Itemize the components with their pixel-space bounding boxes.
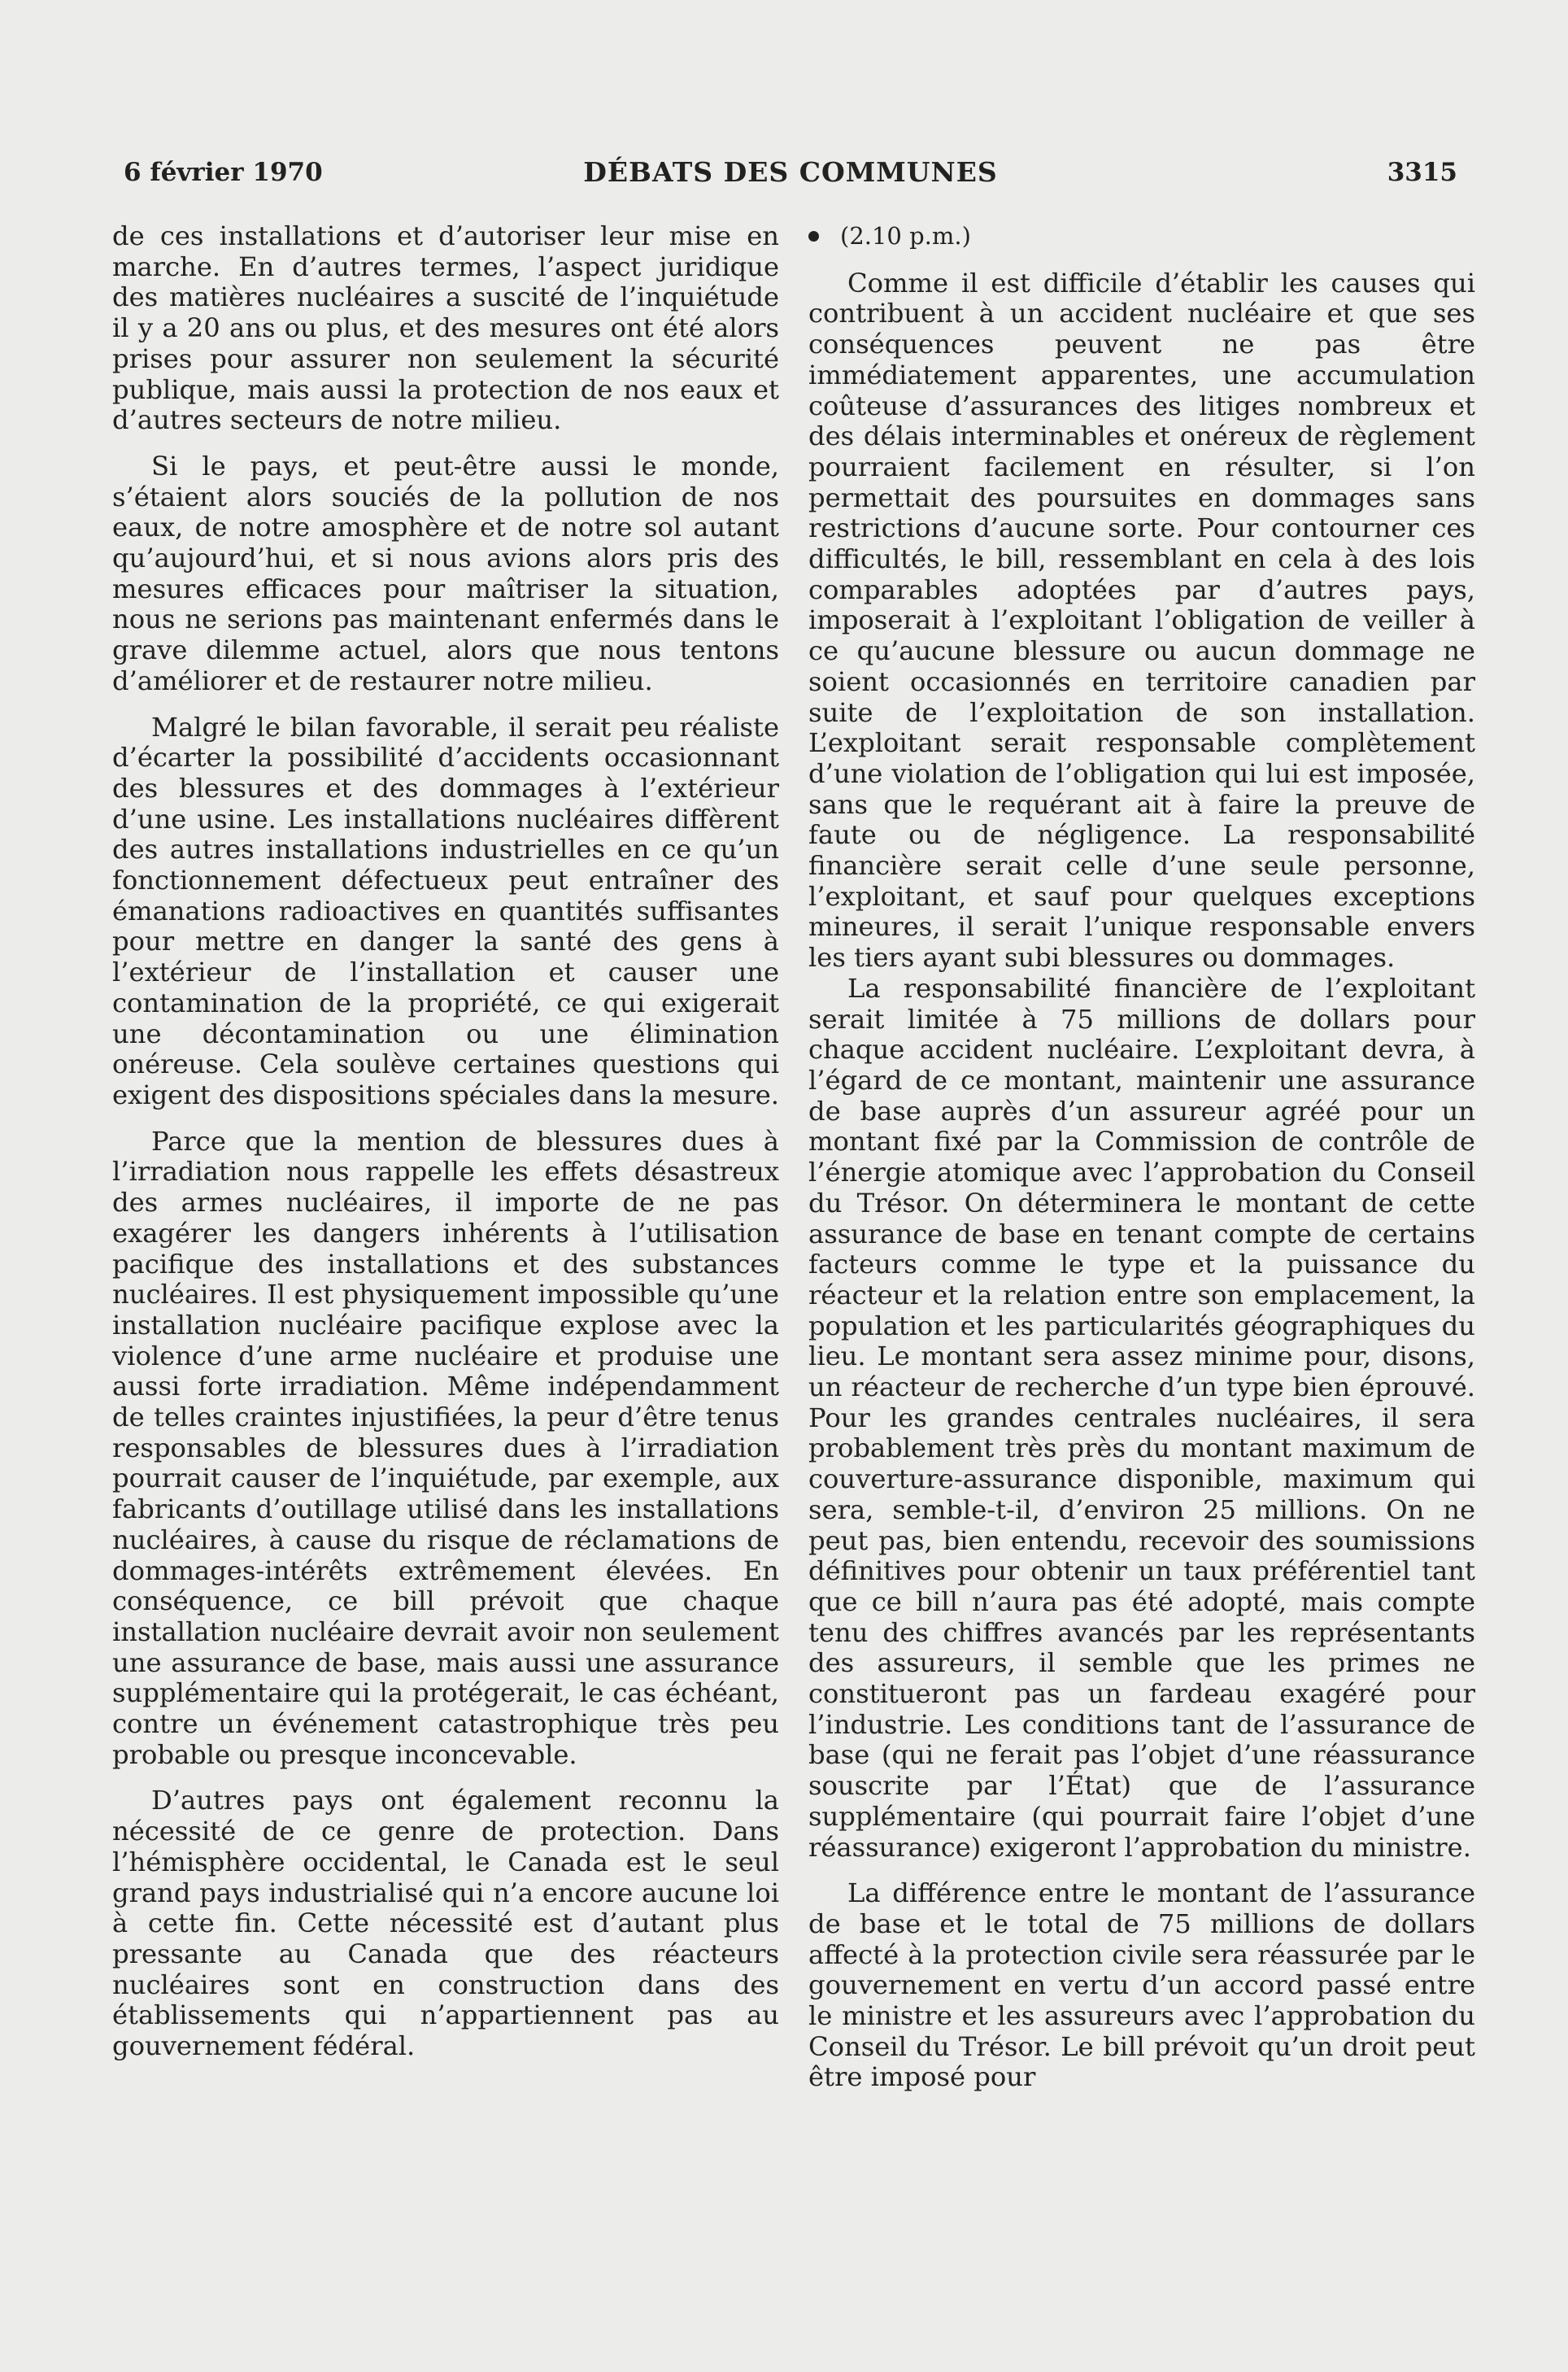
paragraph: La responsabilité financière de l’exploitant serait limitée à 75 millions de dollars pour chaque accident nucléaire. L’exploitant devra, à l’égard de ce montant, maintenir une assurance de base auprès d’un assureur agréé pour un montant fixé par la Commission de contrôle de l’énergie atomique avec l’approbation du Conseil du Trésor. On déterminera le montant de cette assurance de base en tenant compte de certains facteurs comme le type et la puissance du réacteur et la relation entre son emplacement, la population et les particularités géographiques du lieu. Le montant sera assez minime pour, disons, un réacteur de recherche d’un type bien éprouvé. Pour les grandes centrales nucléaires, il sera probablement très près du montant maximum de couverture-assurance disponible, maximum qui sera, semble-t-il, d’environ 25 millions. On ne peut pas, bien entendu, recevoir des soumissions définitives pour obtenir un taux préférentiel tant que ce bill n’aura pas été adopté, mais compte tenu des chiffres avancés par les représentants des assureurs, il semble que les primes ne constitueront pas un fardeau exagéré pour l’industrie. Les conditions tant de l’assurance de base (qui ne ferait pas l’objet d’une réassurance souscrite par l’État) que de l’assurance supplémentaire (qui pourrait faire l’objet d’une réassurance) exigeront l’approbation du ministre. bbox=[808, 972, 1475, 1863]
left-column bbox=[112, 221, 779, 2062]
time-marker bbox=[808, 221, 1475, 252]
paragraph: Si le pays, et peut-être aussi le monde, s’étaient alors souciés de la pollution de nos eaux, de notre amosphère et de notre sol autant qu’aujourd’hui, et si nous avions alors pris des mesures efficaces pour maîtriser la situation, nous ne serions pas maintenant enfermés dans le grave dilemme actuel, alors que nous tentons d’améliorer et de restaurer notre milieu. bbox=[112, 450, 779, 696]
paragraph: Malgré le bilan favorable, il serait peu réaliste d’écarter la possibilité d’accidents occasionnant des blessures et des dommages à l’extérieur d’une usine. Les installations nucléaires diffèrent des autres installations industrielles en ce qu’un fonctionnement défectueux peut entraîner des émanations radioactives en quantités suffisantes pour mettre en danger la santé des gens à l’extérieur de l’installation et causer une contamination de la propriété, ce qui exigerait une décontamination ou une élimination onéreuse. Cela soulève certaines questions qui exigent des dispositions spéciales dans la mesure. bbox=[112, 711, 779, 1110]
bullet-icon bbox=[808, 231, 819, 242]
page-header bbox=[124, 153, 1457, 192]
paragraph: La différence entre le montant de l’assurance de base et le total de 75 millions de dollars affecté à la protection civile sera réassurée par le gouvernement en vertu d’un accord passé entre le ministre et les assureurs avec l’approbation du Conseil du Trésor. Le bill prévoit qu’un droit peut être imposé pour bbox=[808, 1877, 1475, 2093]
paragraph: Comme il est difficile d’établir les causes qui contribuent à un accident nucléaire et que ses conséquences peuvent ne pas être immédiatement apparentes, une accumulation coûteuse d’assurances des litiges nombreux et des délais interminables et onéreux de règlement pourraient facilement en résulter, si l’on permettait des poursuites en dommages sans restrictions d’aucune sorte. Pour contourner ces difficultés, le bill, ressemblant en cela à des lois comparables adoptées par d’autres pays, imposerait à l’exploitant l’obligation de veiller à ce qu’aucune blessure ou aucun dommage ne soient occasionnés en territoire canadien par suite de l’exploitation de son installation. L’exploitant serait responsable complètement d’une violation de l’obligation qui lui est imposée, sans que le requérant ait à faire la preuve de faute ou de négligence. La responsabilité financière serait celle d’une seule personne, l’exploitant, et sauf pour quelques exceptions mineures, il serait l’unique responsable envers les tiers ayant subi blessures ou dommages. bbox=[808, 267, 1475, 974]
header-title: DÉBATS DES COMMUNES bbox=[583, 156, 998, 188]
right-column bbox=[808, 221, 1475, 2093]
paragraph: de ces installations et d’autoriser leur mise en marche. En d’autres termes, l’aspect juridique des matières nucléaires a suscité de l’inquiétude il y a 20 ans ou plus, et des mesures ont été alors prises pour assurer non seulement la sécurité publique, mais aussi la protection de nos eaux et d’autres secteurs de notre milieu. bbox=[112, 220, 779, 436]
header-date: 6 février 1970 bbox=[124, 158, 323, 187]
time-marker-text: (2.10 p.m.) bbox=[840, 222, 971, 250]
paragraph: D’autres pays ont également reconnu la nécessité de ce genre de protection. Dans l’hémisphère occidental, le Canada est le seul grand pays industrialisé qui n’a encore aucune loi à cette fin. Cette nécessité est d’autant plus pressante au Canada que des réacteurs nucléaires sont en construction dans des établissements qui n’appartiennent pas au gouvernement fédéral. bbox=[112, 1785, 779, 2062]
paragraph: Parce que la mention de blessures dues à l’irradiation nous rappelle les effets désastreux des armes nucléaires, il importe de ne pas exagérer les dangers inhérents à l’utilisation pacifique des installations et des substances nucléaires. Il est physiquement impossible qu’une installation nucléaire pacifique explose avec la violence d’une arme nucléaire et produise une aussi forte irradiation. Même indépendamment de telles craintes injustifiées, la peur d’être tenus responsables de blessures dues à l’irradiation pourrait causer de l’inquiétude, par exemple, aux fabricants d’outillage utilisé dans les installations nucléaires, à cause du risque de réclamations de dommages-intérêts extrêmement élevées. En conséquence, ce bill prévoit que chaque installation nucléaire devrait avoir non seulement une assurance de base, mais aussi une assurance supplémentaire qui la protégerait, le cas échéant, contre un événement catastrophique très peu probable ou presque inconcevable. bbox=[112, 1125, 779, 1770]
page-number: 3315 bbox=[1387, 158, 1457, 187]
